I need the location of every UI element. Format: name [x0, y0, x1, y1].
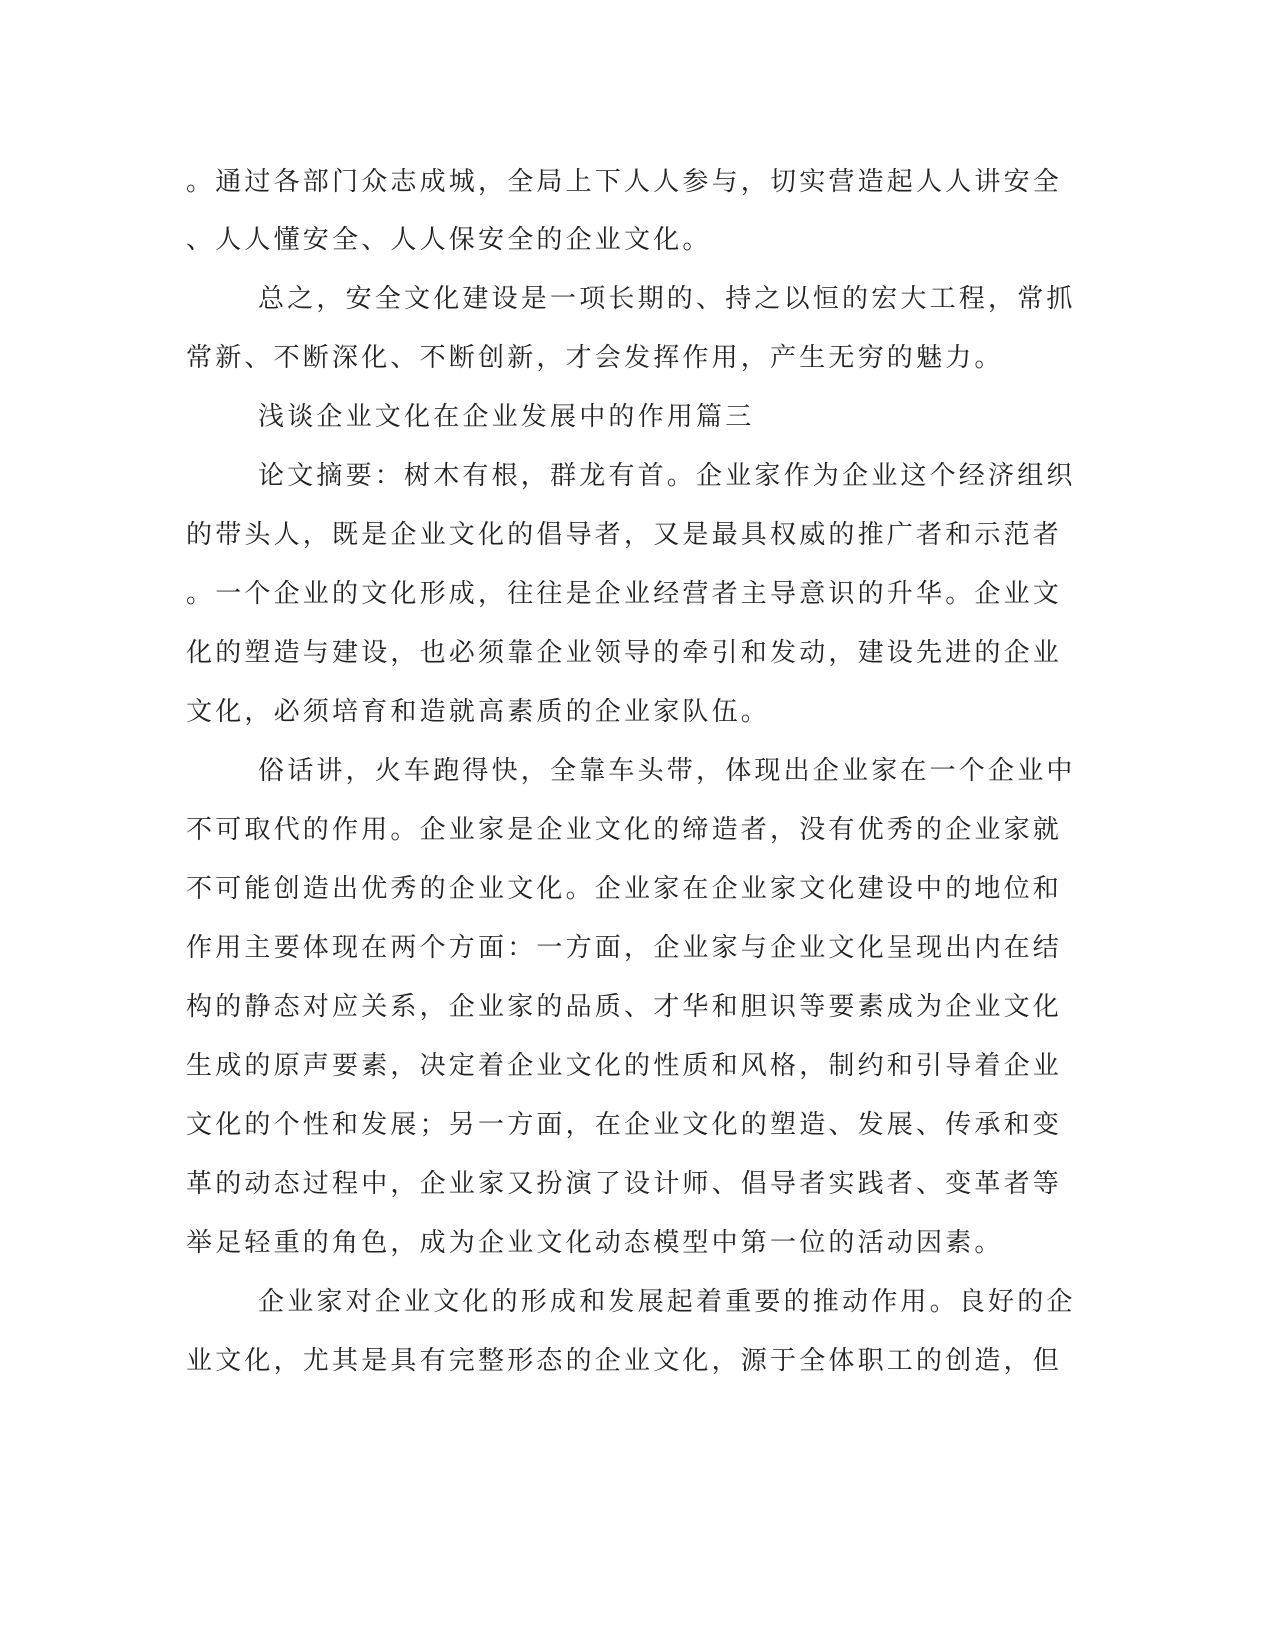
abstract-line-2: 的带头人，既是企业文化的倡导者，又是最具权威的推广者和示范者	[186, 520, 1063, 550]
abstract-line-4: 化的塑造与建设，也必须靠企业领导的牵引和发动，建设先进的企业	[186, 638, 1063, 668]
text-line-1: 。通过各部门众志成城，全局上下人人参与，切实营造起人人讲安全	[186, 167, 1063, 197]
abstract-line-1: 论文摘要：树木有根，群龙有首。企业家作为企业这个经济组织	[258, 461, 1076, 491]
paragraph-proverb-line-8: 革的动态过程中，企业家又扮演了设计师、倡导者实践者、变革者等	[186, 1169, 1063, 1199]
paragraph-culture-line-1: 企业家对企业文化的形成和发展起着重要的推动作用。良好的企	[258, 1287, 1076, 1317]
paragraph-proverb-line-4: 作用主要体现在两个方面：一方面，企业家与企业文化呈现出内在结	[186, 933, 1063, 963]
paragraph-proverb-line-3: 不可能创造出优秀的企业文化。企业家在企业家文化建设中的地位和	[186, 874, 1063, 904]
section-title: 浅谈企业文化在企业发展中的作用篇三	[258, 402, 755, 432]
paragraph-proverb-line-1: 俗话讲，火车跑得快，全靠车头带，体现出企业家在一个企业中	[258, 756, 1076, 786]
abstract-line-5: 文化，必须培育和造就高素质的企业家队伍。	[186, 697, 771, 727]
paragraph-proverb-line-2: 不可取代的作用。企业家是企业文化的缔造者，没有优秀的企业家就	[186, 815, 1063, 845]
paragraph-proverb-line-9: 举足轻重的角色，成为企业文化动态模型中第一位的活动因素。	[186, 1228, 1004, 1258]
paragraph-proverb-line-5: 构的静态对应关系，企业家的品质、才华和胆识等要素成为企业文化	[186, 992, 1063, 1022]
text-line-2: 、人人懂安全、人人保安全的企业文化。	[186, 225, 712, 255]
paragraph-culture-line-2: 业文化，尤其是具有完整形态的企业文化，源于全体职工的创造，但	[186, 1346, 1063, 1376]
paragraph-proverb-line-6: 生成的原声要素，决定着企业文化的性质和风格，制约和引导着企业	[186, 1051, 1063, 1081]
paragraph-proverb-line-7: 文化的个性和发展；另一方面，在企业文化的塑造、发展、传承和变	[186, 1110, 1063, 1140]
paragraph-summary-line-1: 总之，安全文化建设是一项长期的、持之以恒的宏大工程，常抓	[258, 284, 1076, 314]
paragraph-summary-line-2: 常新、不断深化、不断创新，才会发挥作用，产生无穷的魅力。	[186, 343, 1004, 373]
abstract-line-3: 。一个企业的文化形成，往往是企业经营者主导意识的升华。企业文	[186, 579, 1063, 609]
